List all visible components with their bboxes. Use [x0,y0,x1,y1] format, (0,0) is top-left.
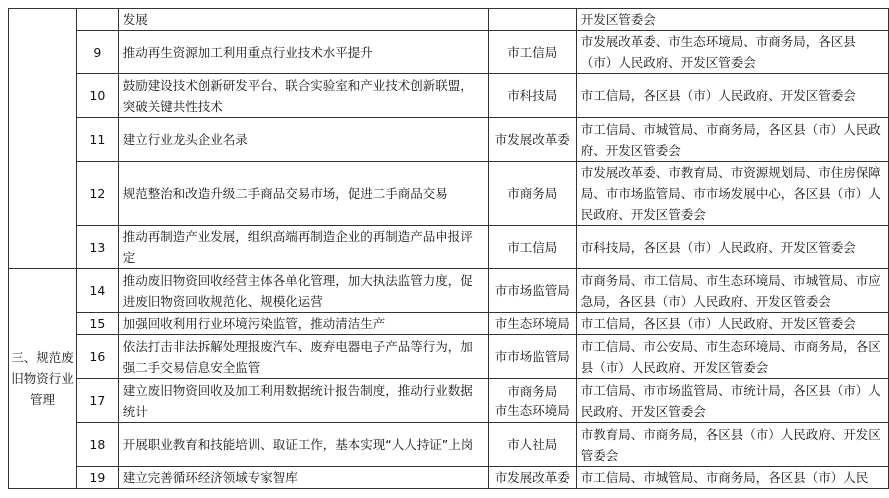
task-description: 建立废旧物资回收及加工利用数据统计报告制度，推动行业数据统计 [118,379,488,423]
lead-department [488,379,576,423]
row-number: 17 [76,379,118,423]
lead-department-name: 市工信局 [507,44,558,60]
lead-department-name: 市生态环境局 [494,402,570,418]
lead-department [488,31,576,74]
lead-department [488,269,576,313]
lead-department-name: 市科技局 [507,88,558,103]
cooperating-departments: 市工信局，各区县（市）人民政府、开发区管委会 [576,74,888,118]
row-number: 16 [76,335,118,379]
task-description: 推动再生资源加工利用重点行业技术水平提升 [118,31,488,74]
row-number [76,9,118,31]
lead-department-name: 市商务局 [507,383,558,399]
table-row [9,379,889,423]
lead-department [488,467,576,489]
cooperating-departments: 市工信局、市公安局、市生态环境局、市商务局，各区县（市）人民政府、开发区管委会 [576,335,888,379]
lead-department-name: 市市场监管局 [494,349,570,364]
lead-department-name: 市人社局 [507,437,558,452]
lead-department-name: 市商务局 [507,186,558,201]
task-description: 加强回收利用行业环境污染监管，推动清洁生产 [118,313,488,335]
row-number: 9 [76,31,118,74]
lead-department [488,74,576,118]
lead-department-name: 市工信局 [507,239,558,255]
row-number: 12 [76,162,118,226]
row-number: 13 [76,226,118,269]
cooperating-departments: 市发展改革委、市生态环境局、市商务局，各区县（市）人民政府、开发区管委会 [576,31,888,74]
table-row [9,335,889,379]
table-row [9,31,889,74]
table-row [9,269,889,313]
cooperating-departments: 开发区管委会 [576,9,888,31]
lead-department [488,313,576,335]
task-description: 推动废旧物资回收经营主体各单化管理，加大执法监管力度，促进废旧物资回收规范化、规模化运营 [118,269,488,313]
table-body [9,9,889,489]
category-cell-previous [9,9,77,269]
table-row [9,423,889,467]
lead-department-name: 市市场监管局 [494,283,570,298]
category-cell: 三、规范废旧物资行业管理 [9,269,77,489]
row-number: 14 [76,269,118,313]
cooperating-departments: 市工信局、市城管局、市商务局，各区县（市）人民政府、开发区管委会 [576,118,888,162]
lead-department [488,226,576,269]
row-number: 10 [76,74,118,118]
cooperating-departments: 市商务局、市工信局、市生态环境局、市城管局、市应急局，各区县（市）人民政府、开发区管委会 [576,269,888,313]
lead-department [488,118,576,162]
cooperating-departments: 市工信局、市市场监管局、市统计局，各区县（市）人民政府、开发区管委会 [576,379,888,423]
cooperating-departments: 市工信局，各区县（市）人民政府、开发区管委会 [576,313,888,335]
task-description: 依法打击非法拆解处理报废汽车、废弃电器电子产品等行为，加强二手交易信息安全监管 [118,335,488,379]
table-row [9,9,889,31]
cooperating-departments: 市发展改革委、市教育局、市资源规划局、市住房保障局、市市场监管局、市市场发展中心，各区县（市）人民政府、开发区管委会 [576,162,888,226]
lead-department [488,335,576,379]
task-description: 建立完善循环经济领域专家智库 [118,467,488,489]
table-row [9,467,889,489]
task-description: 建立行业龙头企业名录 [118,118,488,162]
cooperating-departments: 市教育局、市商务局，各区县（市）人民政府、开发区管委会 [576,423,888,467]
task-description: 推动再制造产业发展，组织高端再制造企业的再制造产品申报评定 [118,226,488,269]
task-description: 开展职业教育和技能培训、取证工作，基本实现“人人持证”上岗 [118,423,488,467]
row-number: 19 [76,467,118,489]
table-row [9,226,889,269]
lead-department [488,423,576,467]
table-row [9,118,889,162]
lead-department-name: 市发展改革委 [494,132,570,147]
table-row [9,313,889,335]
row-number: 18 [76,423,118,467]
lead-department [488,162,576,226]
lead-department-name: 市生态环境局 [494,316,570,331]
lead-department [488,9,576,31]
cooperating-departments: 市工信局、市城管局、市商务局，各区县（市）人民 [576,467,888,489]
table-row [9,74,889,118]
task-description: 规范整治和改造升级二手商品交易市场，促进二手商品交易 [118,162,488,226]
document-page [8,8,889,489]
task-description: 发展 [118,9,488,31]
task-table [8,8,889,489]
table-row [9,162,889,226]
lead-department-name: 市发展改革委 [494,470,570,485]
cooperating-departments: 市科技局，各区县（市）人民政府、开发区管委会 [576,226,888,269]
row-number: 15 [76,313,118,335]
row-number: 11 [76,118,118,162]
task-description: 鼓励建设技术创新研发平台、联合实验室和产业技术创新联盟，突破关键共性技术 [118,74,488,118]
